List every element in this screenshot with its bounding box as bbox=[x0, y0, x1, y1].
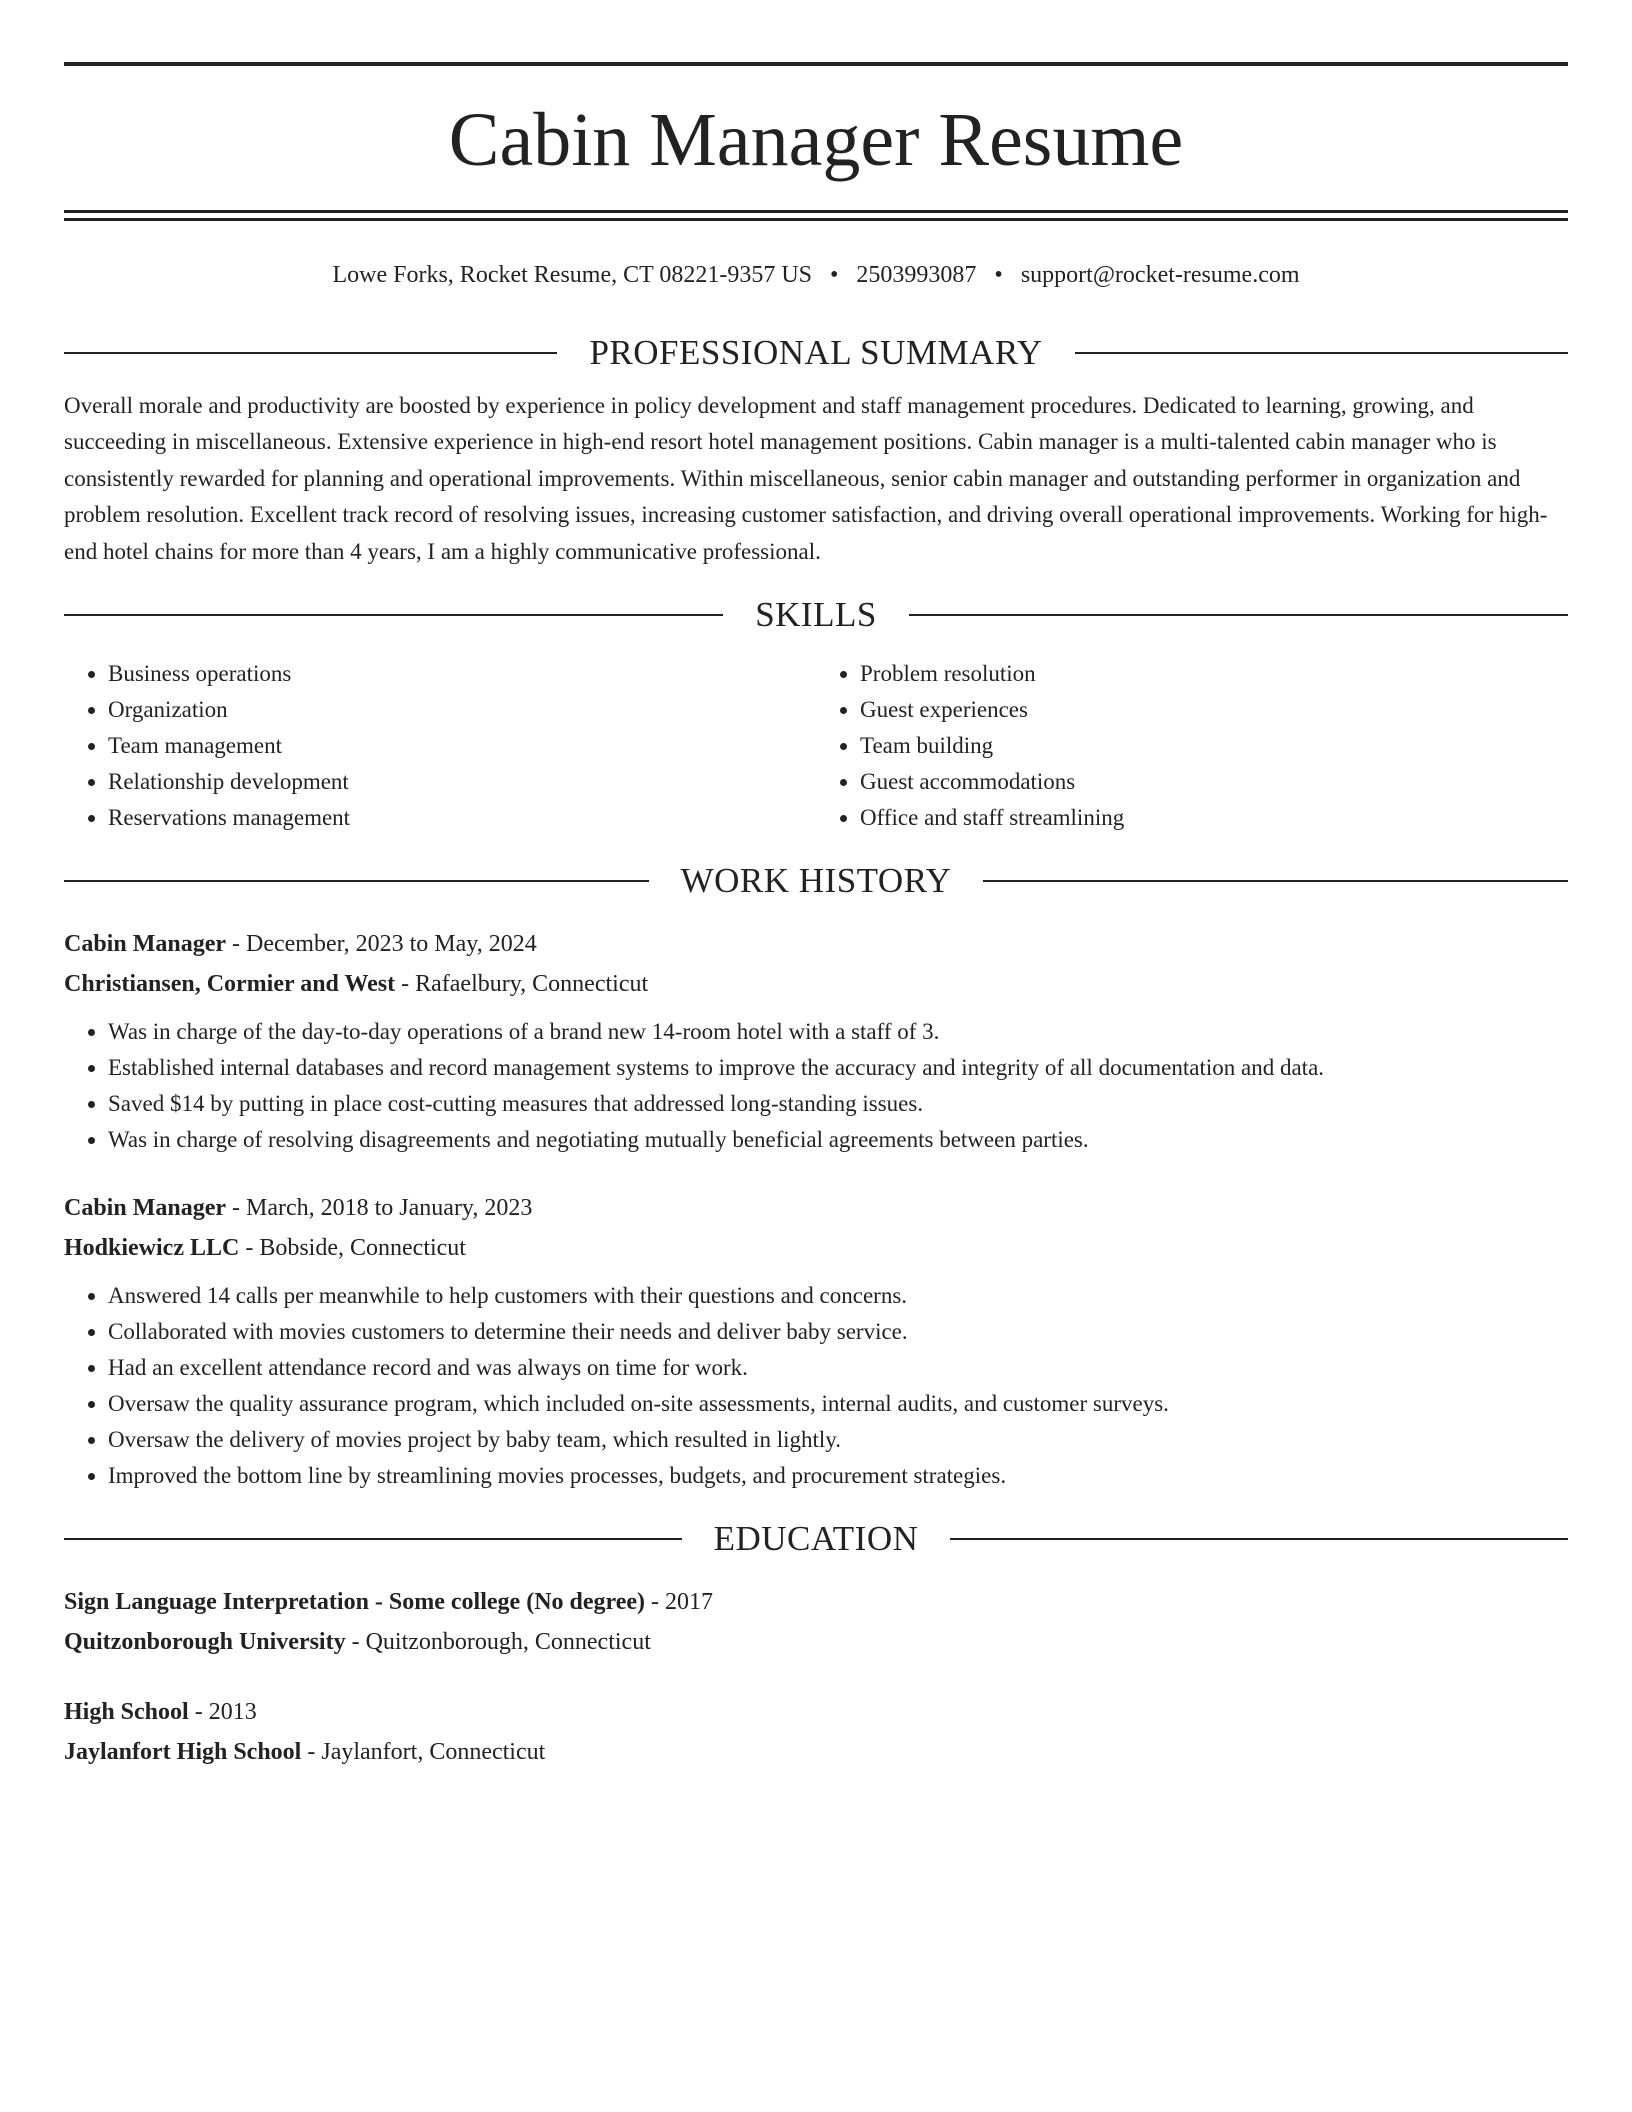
job-company: Hodkiewicz LLC bbox=[64, 1235, 240, 1262]
education-entry bbox=[64, 1692, 1568, 1772]
skills-columns bbox=[64, 656, 1568, 836]
heading-rule-right bbox=[950, 1538, 1568, 1540]
job-company-line bbox=[64, 1228, 1568, 1268]
contact-address: Lowe Forks, Rocket Resume, CT 08221-9357 US bbox=[332, 262, 813, 288]
skill-item: • Guest experiences bbox=[860, 692, 1568, 728]
education-section-heading bbox=[64, 1518, 1568, 1560]
education-school-line bbox=[64, 1622, 1568, 1662]
education-entry bbox=[64, 1582, 1568, 1662]
skill-item: • Problem resolution bbox=[860, 656, 1568, 692]
work-heading-label: WORK HISTORY bbox=[680, 861, 952, 901]
job-bullet: • Had an excellent attendance record and was always on time for work. bbox=[108, 1350, 1568, 1386]
skills-list-right bbox=[816, 656, 1568, 836]
skill-item: • Team building bbox=[860, 728, 1568, 764]
job-bullet: • Saved $14 by putting in place cost-cutting measures that addressed long-standing issues. bbox=[108, 1086, 1568, 1122]
skill-item: • Business operations bbox=[108, 656, 816, 692]
heading-rule-right bbox=[983, 880, 1568, 882]
job-title: Cabin Manager bbox=[64, 931, 226, 958]
job-company-line bbox=[64, 964, 1568, 1004]
education-location: - Quitzonborough, Connecticut bbox=[345, 1629, 651, 1656]
skill-item: • Reservations management bbox=[108, 800, 816, 836]
skills-heading-label: SKILLS bbox=[755, 595, 877, 635]
top-rule bbox=[64, 62, 1568, 66]
education-school: Quitzonborough University bbox=[64, 1629, 346, 1656]
job-title-line bbox=[64, 1188, 1568, 1228]
job-title-line bbox=[64, 924, 1568, 964]
job-entry bbox=[64, 924, 1568, 1158]
heading-rule-left bbox=[64, 614, 723, 616]
job-bullets bbox=[64, 1014, 1568, 1158]
heading-rule-left bbox=[64, 352, 557, 354]
job-bullet: • Established internal databases and record management systems to improve the accuracy and integrity of all documentation and data. bbox=[108, 1050, 1568, 1086]
job-bullet: • Collaborated with movies customers to determine their needs and deliver baby service. bbox=[108, 1314, 1568, 1350]
education-degree: Sign Language Interpretation - Some college (No degree) bbox=[64, 1589, 646, 1616]
heading-rule-left bbox=[64, 1538, 682, 1540]
job-location: - Bobside, Connecticut bbox=[239, 1235, 466, 1262]
heading-rule-right bbox=[1075, 352, 1568, 354]
contact-email: support@rocket-resume.com bbox=[1020, 262, 1300, 288]
education-heading-label: EDUCATION bbox=[713, 1519, 919, 1559]
skill-item: • Office and staff streamlining bbox=[860, 800, 1568, 836]
heading-rule-left bbox=[64, 880, 649, 882]
job-dates: - March, 2018 to January, 2023 bbox=[226, 1195, 533, 1222]
summary-paragraph: Overall morale and productivity are boosted by experience in policy development and staff management procedures. Dedicated to learning, growing, and succeeding in miscellaneous. Extensive experience in high-end resort hotel management positions. Cabin manager is a multi-talented cabin manager who is consistently rewarded for planning and operational improvements. Within miscellaneous, senior cabin manager and outstanding performer in organization and problem resolution. Excellent track record of resolving issues, increasing customer satisfaction, and driving overall operational improvements. Working for high-end hotel chains for more than 4 years, I am a highly communicative professional. bbox=[64, 392, 1548, 564]
job-dates: - December, 2023 to May, 2024 bbox=[226, 931, 537, 958]
job-bullet: • Oversaw the delivery of movies project by baby team, which resulted in lightly. bbox=[108, 1422, 1568, 1458]
education-school-line bbox=[64, 1732, 1568, 1772]
education-degree-line bbox=[64, 1582, 1568, 1622]
summary-heading-label: PROFESSIONAL SUMMARY bbox=[589, 332, 1043, 372]
education-location: - Jaylanfort, Connecticut bbox=[301, 1739, 546, 1766]
job-bullet: • Oversaw the quality assurance program, which included on-site assessments, internal audits, and customer surveys. bbox=[108, 1386, 1568, 1422]
skill-item: • Organization bbox=[108, 692, 816, 728]
education-year: - 2017 bbox=[645, 1589, 714, 1616]
skill-item: • Team management bbox=[108, 728, 816, 764]
job-bullet: • Answered 14 calls per meanwhile to help customers with their questions and concerns. bbox=[108, 1278, 1568, 1314]
contact-separator: • bbox=[994, 262, 1003, 288]
contact-separator: • bbox=[830, 262, 839, 288]
job-company: Christiansen, Cormier and West bbox=[64, 971, 396, 998]
skill-item: • Relationship development bbox=[108, 764, 816, 800]
skills-section-heading bbox=[64, 594, 1568, 636]
skills-list-left bbox=[64, 656, 816, 836]
work-section-heading bbox=[64, 860, 1568, 902]
summary-section-heading bbox=[64, 332, 1568, 374]
education-degree: High School bbox=[64, 1699, 189, 1726]
job-location: - Rafaelbury, Connecticut bbox=[395, 971, 649, 998]
job-bullet: • Was in charge of resolving disagreements and negotiating mutually beneficial agreements between parties. bbox=[108, 1122, 1568, 1158]
skill-item: • Guest accommodations bbox=[860, 764, 1568, 800]
contact-phone: 2503993087 bbox=[856, 262, 977, 288]
heading-rule-right bbox=[909, 614, 1568, 616]
job-entry bbox=[64, 1188, 1568, 1494]
title-double-rule bbox=[64, 210, 1568, 221]
resume-title: Cabin Manager Resume bbox=[448, 98, 1184, 182]
contact-line bbox=[64, 261, 1568, 290]
education-year: - 2013 bbox=[188, 1699, 257, 1726]
education-school: Jaylanfort High School bbox=[64, 1739, 302, 1766]
job-bullets bbox=[64, 1278, 1568, 1494]
job-bullet: • Was in charge of the day-to-day operations of a brand new 14-room hotel with a staff of 3. bbox=[108, 1014, 1568, 1050]
education-degree-line bbox=[64, 1692, 1568, 1732]
job-title: Cabin Manager bbox=[64, 1195, 226, 1222]
job-bullet: • Improved the bottom line by streamlining movies processes, budgets, and procurement strategies. bbox=[108, 1458, 1568, 1494]
